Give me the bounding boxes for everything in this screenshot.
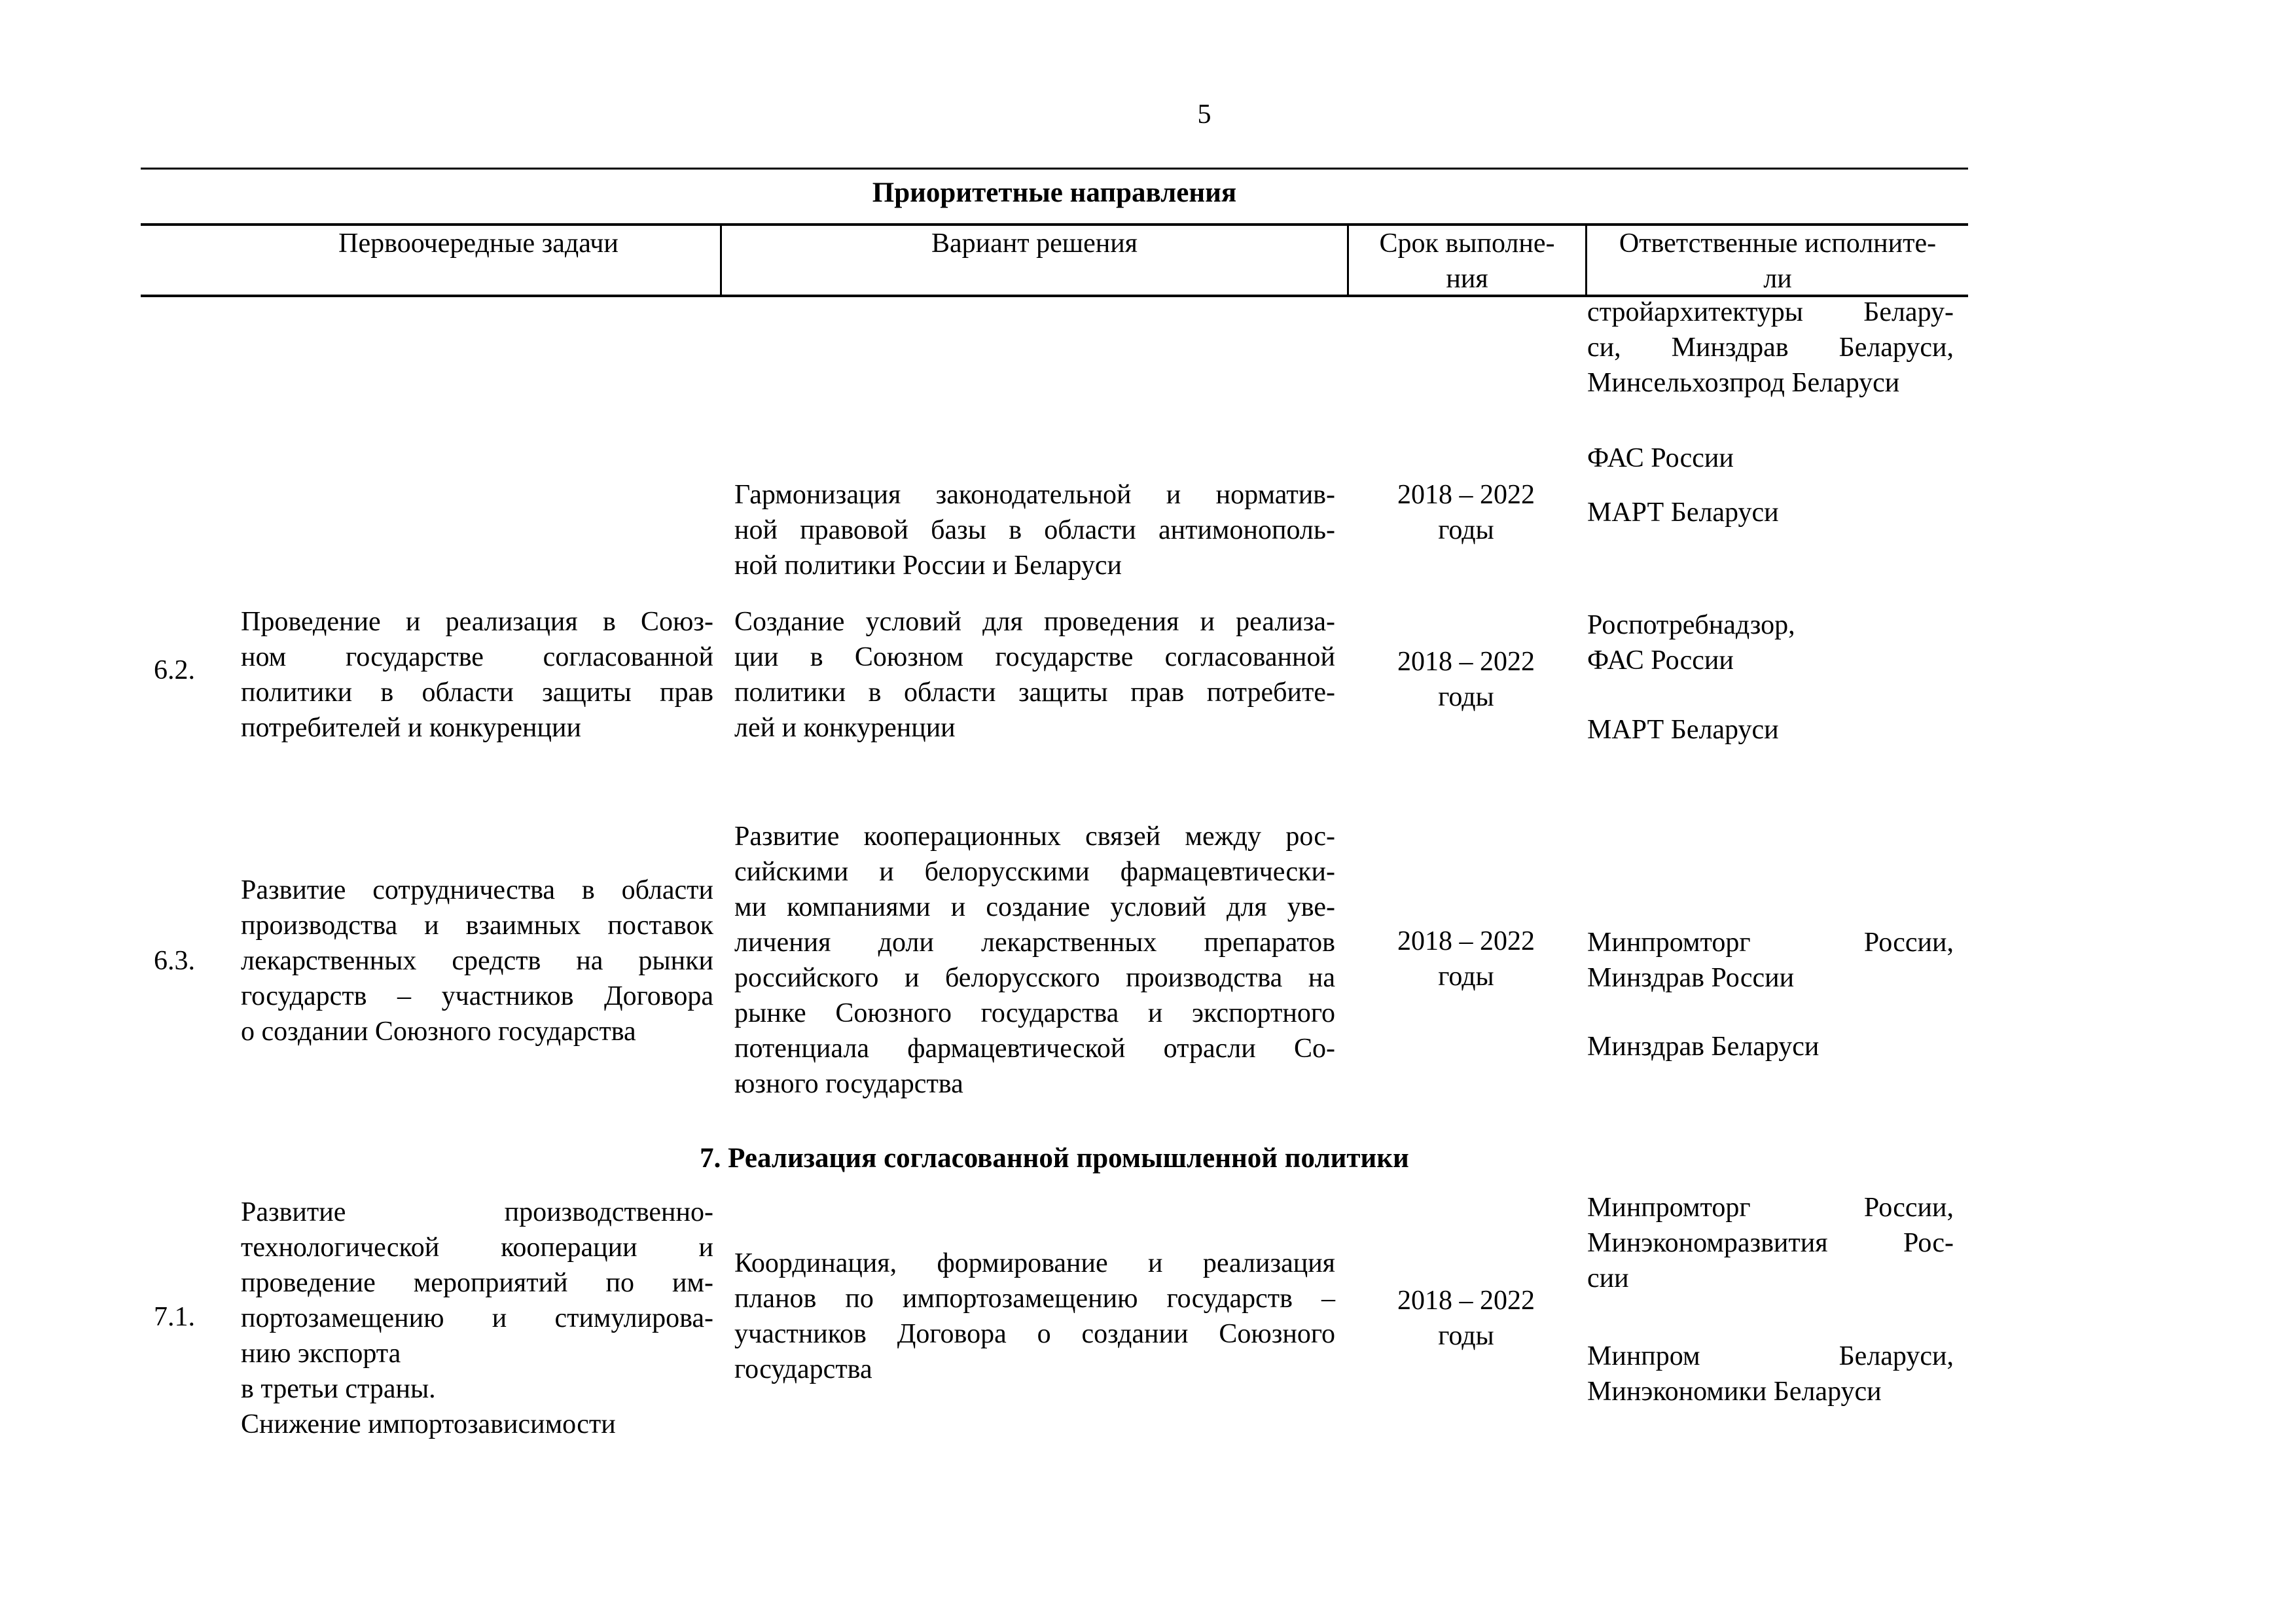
row-6.2-term-cell: 2018 – 2022 годы [1397, 647, 1535, 712]
column-header-tasks: Первоочередные задачи [338, 228, 619, 259]
row-6.3-number: 6.3. [154, 946, 195, 976]
row-6.3-task-cell: Развитие сотрудничества в области производства и взаимных поставок лекарственных средств на рынки государств – участников Договора о создании Союзного государства [241, 875, 713, 1047]
header-top-border [141, 223, 1968, 226]
row-6.1-term-cell: 2018 – 2022 годы [1397, 480, 1535, 545]
row-carryover-responsible-cell: стройархитектуры Белару- си, Минздрав Беларуси, Минсельхозпрод Беларуси [1587, 297, 1954, 398]
row-7.1-solution-cell: Координация, формирование и реализация планов по импортозамещению государств – участников Договора о создании Союзного государства [734, 1248, 1335, 1384]
row-6.2-number: 6.2. [154, 655, 195, 685]
row-6.2-task-cell: Проведение и реализация в Союз- ном государстве согласованной политики в области защиты прав потребителей и конкуренции [241, 607, 713, 743]
row-6.3-term-cell: 2018 – 2022 годы [1397, 926, 1535, 992]
row-7.1-responsible-by-cell: Минпром Беларуси, Минэкономики Беларуси [1587, 1341, 1954, 1407]
row-7.1-term-cell: 2018 – 2022 годы [1397, 1286, 1535, 1351]
column-header-responsible: Ответственные исполните- ли [1619, 228, 1937, 294]
row-7.1-task-cell: Развитие производственно- технологической кооперации и проведение мероприятий по им- портозамещению и стимулирова- нию экспорта в третьи страны. Снижение импортозависимости [241, 1197, 713, 1439]
row-6.2-responsible-ru-cell: Роспотребнадзор, ФАС России [1587, 610, 1795, 676]
row-6.1-responsible-ru-cell: ФАС России [1587, 443, 1734, 473]
row-6.3-solution-cell: Развитие кооперационных связей между рос- сийскими и белорусскими фармацевтически- ми компаниями и создание условий для уве- личения доли лекарственных препаратов российского и белорусского производства на рынке Союзного государства и экспортного потенциала фармацевтической отрасли Со- юзного государства [734, 821, 1335, 1099]
row-6.3-responsible-ru-cell: Минпромторг России, Минздрав России [1587, 928, 1954, 993]
page-number: 5 [1197, 99, 1211, 130]
row-6.3-responsible-by-cell: Минздрав Беларуси [1587, 1032, 1820, 1062]
top-rule [141, 168, 1968, 170]
section-7-heading: 7. Реализация согласованной промышленной политики [700, 1143, 1409, 1174]
row-6.2-solution-cell: Создание условий для проведения и реализа- ции в Союзном государстве согласованной политики в области защиты прав потребите- лей и конкуренции [734, 607, 1335, 743]
row-7.1-number: 7.1. [154, 1302, 195, 1332]
column-header-term: Срок выполне- ния [1379, 228, 1555, 294]
row-6.1-responsible-by-cell: МАРТ Беларуси [1587, 497, 1779, 528]
row-7.1-responsible-ru-cell: Минпромторг России, Минэкономразвития Рос- сии [1587, 1193, 1954, 1293]
row-6.1-solution-cell: Гармонизация законодательной и норматив- ной правовой базы в области антимонополь- ной политики России и Беларуси [734, 480, 1335, 581]
column-header-solution: Вариант решения [931, 228, 1138, 259]
row-6.2-responsible-by-cell: МАРТ Беларуси [1587, 715, 1779, 745]
table-title: Приоритетные направления [872, 177, 1237, 208]
